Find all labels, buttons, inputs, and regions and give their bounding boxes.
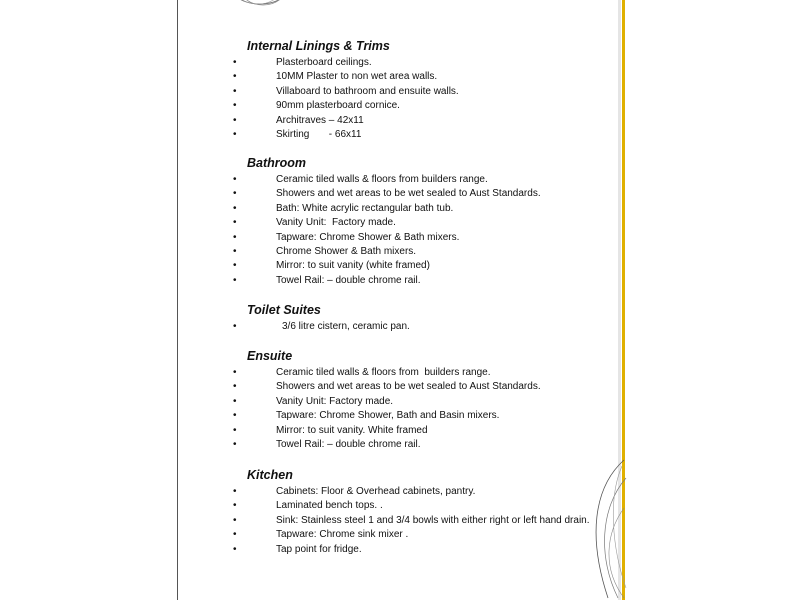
item-text: Plasterboard ceilings. [276, 57, 372, 68]
bullet: • [233, 529, 237, 541]
bullet: • [233, 410, 237, 422]
item-text: 10MM Plaster to non wet area walls. [276, 71, 438, 83]
item-text: Towel Rail: – double chrome rail. [276, 274, 421, 286]
bullet: • [233, 231, 237, 243]
section-ensuite [230, 348, 620, 452]
section-bathroom [230, 155, 620, 288]
item-text: Tapware: Chrome sink mixer . [276, 529, 409, 541]
list-item [230, 259, 620, 273]
bullet: • [233, 381, 237, 393]
item-text: Ceramic tiled walls & floors from builders range. [276, 174, 488, 185]
list-item [230, 395, 620, 409]
item-text: Laminated bench tops. . [276, 500, 383, 512]
section-kitchen [230, 467, 620, 557]
list-item [230, 70, 620, 84]
list-item [230, 114, 620, 128]
item-text: Mirror: to suit vanity. White framed [276, 424, 428, 436]
bullet: • [233, 543, 237, 555]
decorative-swirl-top [225, 0, 295, 10]
list-item [230, 499, 620, 513]
list-item [230, 366, 620, 380]
list-item [230, 85, 620, 99]
list-item [230, 320, 620, 334]
section-toilet-suites [230, 302, 620, 334]
item-text: Tapware: Chrome Shower & Bath mixers. [276, 231, 460, 243]
item-text: Tap point for fridge. [276, 543, 362, 555]
item-list [230, 366, 620, 452]
item-text: Villaboard to bathroom and ensuite walls. [276, 85, 459, 97]
bullet: • [233, 439, 237, 451]
list-item [230, 245, 620, 259]
list-item [230, 409, 620, 423]
bullet: • [233, 57, 237, 68]
list-item [230, 528, 620, 542]
bullet: • [233, 274, 237, 286]
list-item [230, 231, 620, 245]
section-internal-linings [230, 38, 620, 142]
list-item [230, 543, 620, 557]
item-text: Showers and wet areas to be wet sealed to Aust Standards. [276, 381, 541, 393]
list-item [230, 380, 620, 394]
list-item [230, 56, 620, 70]
item-text: Towel Rail: – double chrome rail. [276, 439, 421, 451]
list-item [230, 514, 620, 528]
section-heading: Ensuite [247, 349, 293, 363]
item-text: Tapware: Chrome Shower, Bath and Basin mixers. [276, 410, 500, 422]
list-item [230, 128, 620, 142]
item-text: Architraves – 42x11 [276, 114, 364, 126]
bullet: • [233, 217, 237, 229]
list-item [230, 202, 620, 216]
section-heading: Kitchen [247, 468, 293, 482]
item-text: Cabinets: Floor & Overhead cabinets, pantry. [276, 486, 476, 497]
bullet: • [233, 129, 237, 141]
list-item [230, 438, 620, 452]
list-item [230, 173, 620, 187]
item-text: 3/6 litre cistern, ceramic pan. [282, 321, 410, 332]
section-heading: Internal Linings & Trims [247, 39, 390, 53]
list-item [230, 99, 620, 113]
item-text: Vanity Unit: Factory made. [276, 217, 396, 229]
list-item [230, 424, 620, 438]
item-text: 90mm plasterboard cornice. [276, 100, 400, 112]
item-text: Skirting - 66x11 [276, 129, 362, 141]
bullet: • [233, 321, 237, 332]
bullet: • [233, 114, 237, 126]
list-item [230, 187, 620, 201]
bullet: • [233, 188, 237, 200]
bullet: • [233, 174, 237, 185]
bullet: • [233, 202, 237, 214]
bullet: • [233, 85, 237, 97]
section-heading: Toilet Suites [247, 303, 321, 317]
list-item [230, 485, 620, 499]
bullet: • [233, 71, 237, 83]
bullet: • [233, 100, 237, 112]
bullet: • [233, 486, 237, 497]
bullet: • [233, 246, 237, 258]
item-text: Mirror: to suit vanity (white framed) [276, 260, 430, 272]
section-heading: Bathroom [247, 156, 307, 170]
bullet: • [233, 424, 237, 436]
item-list [230, 173, 620, 288]
list-item [230, 216, 620, 230]
item-text: Sink: Stainless steel 1 and 3/4 bowls with either right or left hand drain. [276, 514, 590, 526]
item-text: Ceramic tiled walls & floors from builders range. [276, 367, 491, 378]
bullet: • [233, 500, 237, 512]
item-list [230, 56, 620, 142]
bullet: • [233, 395, 237, 407]
item-text: Showers and wet areas to be wet sealed to Aust Standards. [276, 188, 541, 200]
item-text: Vanity Unit: Factory made. [276, 395, 394, 407]
bullet: • [233, 514, 237, 526]
item-text: Bath: White acrylic rectangular bath tub. [276, 202, 454, 214]
item-text: Chrome Shower & Bath mixers. [276, 246, 417, 258]
item-list [230, 485, 620, 557]
list-item [230, 274, 620, 288]
item-list [230, 320, 620, 334]
bullet: • [233, 260, 237, 272]
bullet: • [233, 367, 237, 378]
